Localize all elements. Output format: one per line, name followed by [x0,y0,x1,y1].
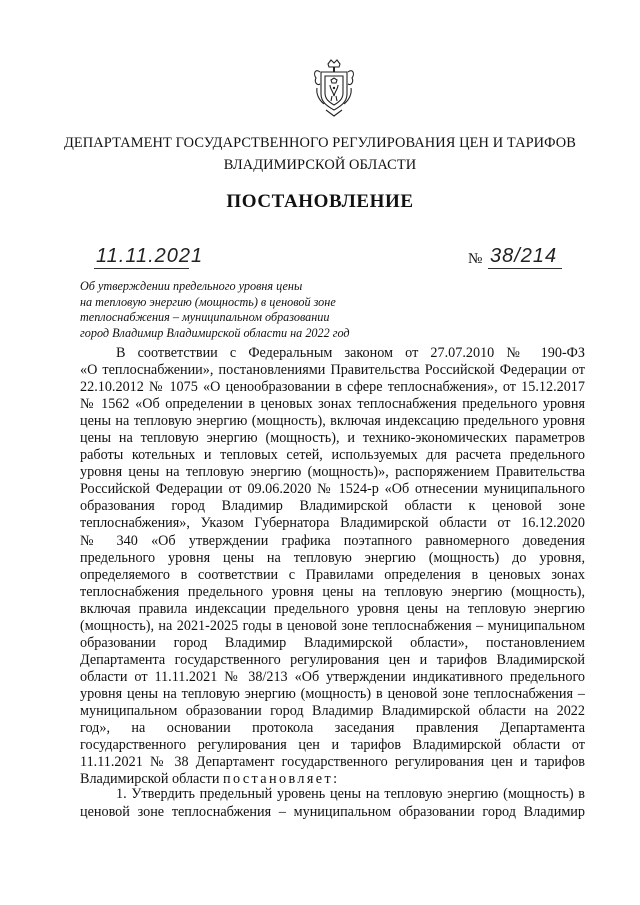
region-name: ВЛАДИМИРСКОЙ ОБЛАСТИ [223,157,417,173]
body-line: государственного регулирования цен и тарифов Владимирской области от [80,737,585,754]
body-line: определяемого в соответствии с Правилами определения в ценовых зонах [80,566,585,583]
document-type: ПОСТАНОВЛЕНИЕ [226,191,414,212]
body-line: предельного уровня цены на тепловую энергию (мощность) до уровня, [80,549,585,566]
body-line: Департамента государственного регулирования цен и тарифов Владимирской [80,651,585,668]
body-line: Российской Федерации от 09.06.2020 № 1524-р «Об отнесении муниципального [80,481,585,498]
document-number: 38/214 [490,245,558,267]
date-underline [94,268,189,269]
body-line: области от 11.11.2021 № 38/213 «Об утверждении индикативного предельного [80,668,585,685]
body-line: теплоснабжения предельного уровня цены на тепловую энергию (мощность), [80,583,585,600]
body-last-prefix: Владимирской области [80,771,223,788]
resolves-word: постановляет: [223,771,340,788]
preamble-text [80,345,585,788]
body-line: уровня цены на тепловую энергию (мощность) в ценовой зоне теплоснабжения – [80,685,585,702]
body-line: № 340 «Об утверждении графика поэтапного равномерного доведения [80,532,585,549]
body-line: включая правила индексации предельного уровня цены на тепловую энергию [80,600,585,617]
number-underline [488,268,562,269]
body-line: теплоснабжения», Указом Губернатора Владимирской области от 16.12.2020 [80,515,585,532]
body-line: № 1562 «Об определении в ценовых зонах теплоснабжения предельного уровня [80,396,585,413]
item-1-text: 1. Утвердить предельный уровень цены на тепловую энергию (мощность) в ценовой зоне теплоснабжения – муниципальном образовании город Владимир [80,786,585,820]
document-subject [80,279,350,341]
body-line: «О теплоснабжении», постановлениями Правительства Российской Федерации от [80,362,585,379]
body-line: образования город Владимир Владимирской области к ценовой зоне [80,498,585,515]
body-line: год», на основании протокола заседания правления Департамента [80,720,585,737]
body-line: цены на тепловую энергию (мощность), включая индексацию предельного уровня [80,413,585,430]
document-date: 11.11.2021 [96,245,204,267]
body-line: уровня цены на тепловую энергию (мощность)», распоряжением Правительства [80,464,585,481]
subject-line: теплоснабжения – муниципальном образовании [80,310,330,324]
body-line: В соответствии с Федеральным законом от 27.07.2010 № 190-ФЗ [116,345,585,361]
body-line: 22.10.2012 № 1075 «О ценообразовании в сфере теплоснабжения», от 15.12.2017 [80,379,585,396]
body-line: 11.11.2021 № 38 Департамент государственного регулирования цен и тарифов [80,754,585,771]
subject-line: на тепловую энергию (мощность) в ценовой зоне [80,294,336,309]
coat-of-arms-icon [311,58,357,120]
body-line: (мощность), на 2021-2025 годы в ценовой зоне теплоснабжения – муниципальном [80,617,585,634]
subject-line: Об утверждении предельного уровня цены [80,279,303,293]
department-name: ДЕПАРТАМЕНТ ГОСУДАРСТВЕННОГО РЕГУЛИРОВАНИЯ ЦЕН И ТАРИФОВ [64,135,576,151]
body-line: образовании город Владимир Владимирской области», постановлением [80,634,585,651]
body-line: работы котельных и тепловых сетей, используемых для расчета предельного [80,447,585,464]
body-line: муниципальном образовании город Владимир Владимирской области на 2022 [80,702,585,719]
resolution-item-1 [80,785,585,821]
number-label: № [468,251,483,267]
body-line: цены на тепловую энергию (мощность), и технико-экономических параметров [80,430,585,447]
subject-line: город Владимир Владимирской области на 2022 год [80,325,350,340]
